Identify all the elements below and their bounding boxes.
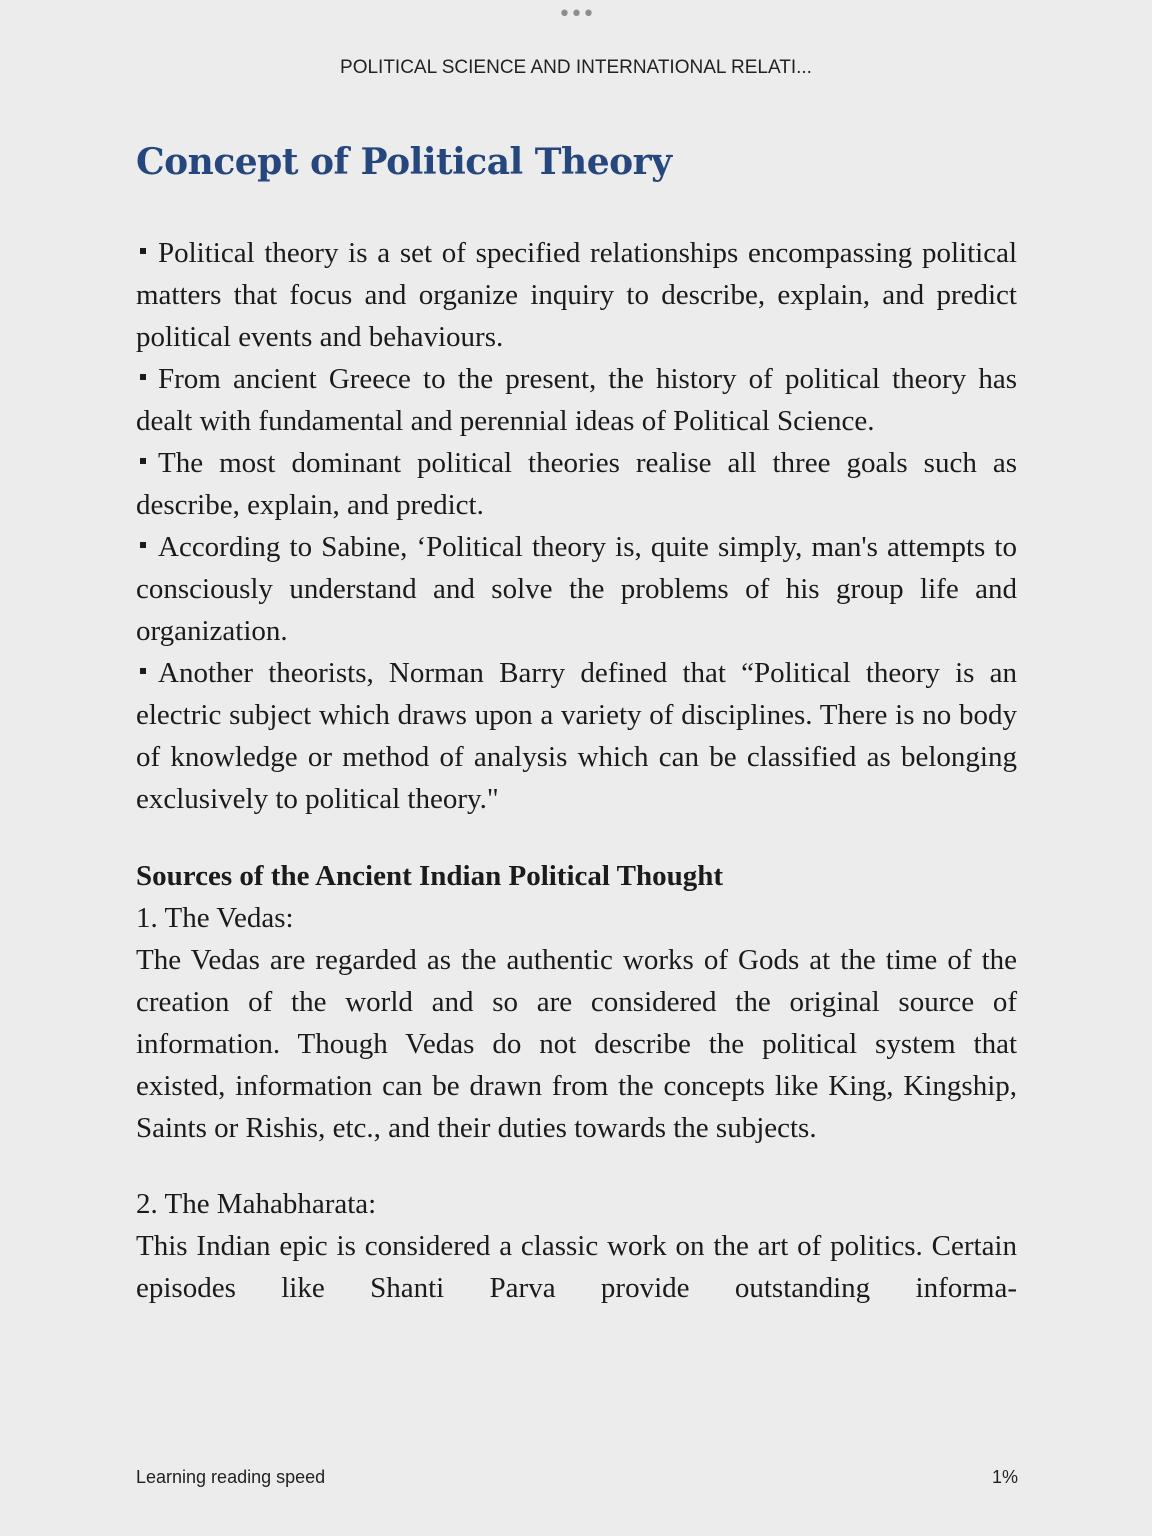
source-body: The Vedas are regarded as the authentic works of Gods at the time of the creation of the world and so are considered the original source of information. Though Vedas do not describe the political system that existed, information can be drawn from the concepts like King, Kingship, Saints or Rishis, etc., and their duties towards the subjects.: [136, 944, 1017, 1144]
reading-speed-status: Learning reading speed: [136, 1467, 326, 1487]
bullet-list: [136, 232, 1017, 820]
bullet-paragraph: [136, 442, 1017, 526]
source-body: This Indian epic is considered a classic work on the art of politics. Certain episodes like Shanti Parva provide outstanding informa-: [136, 1230, 1017, 1304]
bullet-paragraph: [136, 358, 1017, 442]
bullet-text: Political theory is a set of specified relationships encompassing political matters that focus and organize inquiry to describe, explain, and predict political events and behaviours.: [136, 237, 1017, 353]
square-bullet-icon: [140, 668, 146, 674]
section-heading: Sources of the Ancient Indian Political Thought: [136, 860, 724, 892]
bullet-paragraph: [136, 652, 1017, 820]
bullet-paragraph: [136, 526, 1017, 652]
reading-pane: [136, 134, 1017, 1309]
more-dots-icon[interactable]: •••: [558, 2, 594, 27]
square-bullet-icon: [140, 248, 146, 254]
square-bullet-icon: [140, 542, 146, 548]
bullet-text: From ancient Greece to the present, the history of political theory has dealt with fundamental and perennial ideas of Political Science.: [136, 363, 1017, 437]
bullet-text: According to Sabine, ‘Political theory is, quite simply, man's attempts to consciously understand and solve the problems of his group life and organization.: [136, 531, 1017, 647]
bullet-text: The most dominant political theories realise all three goals such as describe, explain, and predict.: [136, 447, 1017, 521]
source-title: 1. The Vedas:: [136, 902, 294, 934]
bullet-text: Another theorists, Norman Barry defined that “Political theory is an electric subject which draws upon a variety of disciplines. There is no body of knowledge or method of analysis which can be classified as belonging exclusively to political theory.": [136, 657, 1017, 815]
paragraph-spacer: [136, 1149, 1017, 1183]
book-title: POLITICAL SCIENCE AND INTERNATIONAL RELATI...: [340, 57, 812, 78]
bullet-paragraph: [136, 232, 1017, 358]
square-bullet-icon: [140, 374, 146, 380]
progress-percent: 1%: [991, 1467, 1018, 1487]
chapter-title: Concept of Political Theory: [136, 141, 672, 183]
source-title: 2. The Mahabharata:: [136, 1188, 377, 1220]
square-bullet-icon: [140, 458, 146, 464]
